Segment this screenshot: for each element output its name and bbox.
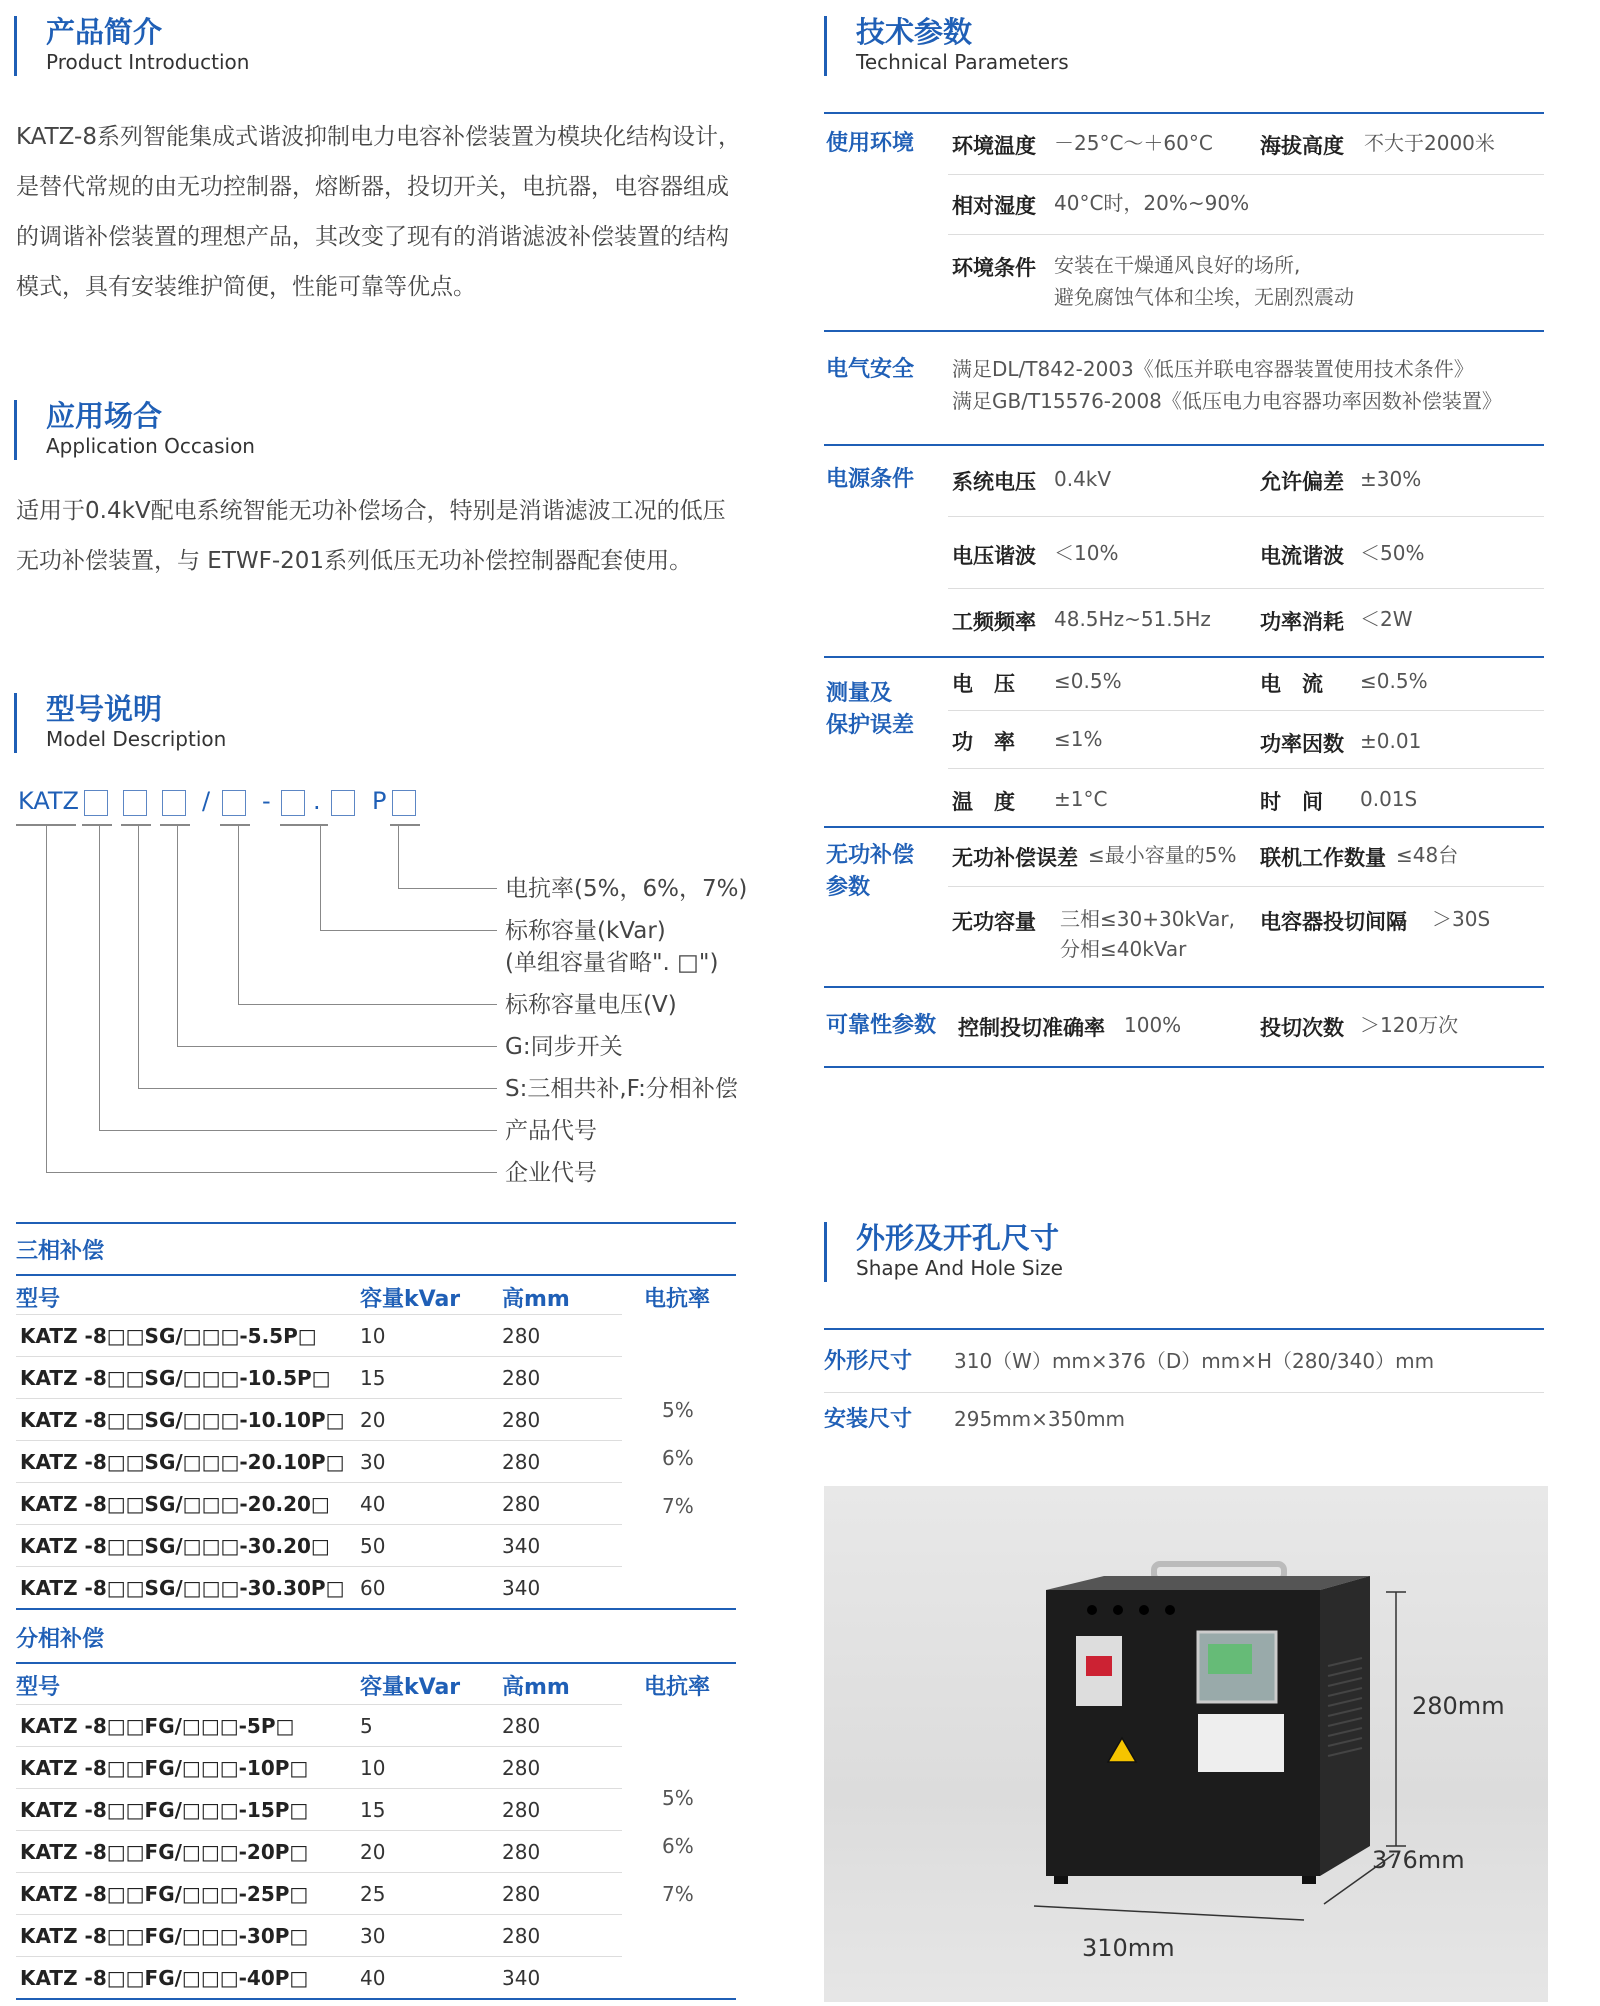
env-condition-value-2: 避免腐蚀气体和尘埃，无剧烈震动 [1054,285,1354,309]
code-box-2 [123,790,147,816]
three-phase-row-model: KATZ -8□□SG/□□□-30.20□ [20,1534,330,1558]
application-subtitle: Application Occasion [46,434,255,458]
code-dot: . [313,787,321,815]
reactive-cap-label: 无功容量 [952,910,1036,934]
reactive-par-label: 联机工作数量 [1260,846,1386,870]
three-phase-ratio-6: 6% [662,1446,694,1470]
row-divider [16,1704,622,1705]
reactive-cap-value-1: 三相≤30+30kVar, [1060,907,1235,931]
shape-mount-value: 295mm×350mm [954,1407,1126,1431]
env-category: 使用环境 [826,131,915,156]
meas-p-value: ≤1% [1054,727,1103,751]
reactive-category-1: 无功补偿 [826,843,915,868]
three-phase-ratio-7: 7% [662,1494,694,1518]
row-divider [16,1524,622,1525]
intro-title: 产品简介 [46,15,163,49]
code-slash: / [202,787,211,815]
meas-i-label: 电 流 [1260,672,1323,696]
legend-company-code: 企业代号 [505,1160,597,1186]
three-phase-row-height: 340 [502,1534,541,1558]
split-phase-row-model: KATZ -8□□FG/□□□-30P□ [20,1924,309,1948]
three-phase-row-model: KATZ -8□□SG/□□□-10.10P□ [20,1408,345,1432]
rel-acc-label: 控制投切准确率 [958,1016,1105,1040]
row-divider [16,1872,622,1873]
code-dash: - [262,787,271,815]
intro-text: KATZ-8系列智能集成式谐波抑制电力电容补偿装置为模块化结构设计，是替代常规的由无功控制器，熔断器，投切开关，电抗器，电容器组成的调谐补偿装置的理想产品，其改变了现有的消谐滤波补偿装置的结构模式，具有安装维护简便，性能可靠等优点。 [16,124,741,300]
meas-t-label: 温 度 [952,790,1015,814]
code-p: P [372,787,387,815]
three-phase-row-model: KATZ -8□□SG/□□□-10.5P□ [20,1366,331,1390]
rel-category: 可靠性参数 [826,1013,937,1038]
split-phase-row-capacity: 10 [360,1756,386,1780]
split-phase-row-model: KATZ -8□□FG/□□□-40P□ [20,1966,309,1990]
legend-product-code: 产品代号 [505,1118,597,1144]
three-phase-row-capacity: 40 [360,1492,386,1516]
three-phase-row-capacity: 15 [360,1366,386,1390]
split-phase-row-model: KATZ -8□□FG/□□□-25P□ [20,1882,309,1906]
row-divider [16,1440,622,1441]
legend-switch: G:同步开关 [505,1034,623,1060]
env-temp-label: 环境温度 [952,134,1036,158]
split-phase-row-model: KATZ -8□□FG/□□□-5P□ [20,1714,295,1738]
split-phase-row-height: 340 [502,1966,541,1990]
three-phase-row-height: 340 [502,1576,541,1600]
model-title: 型号说明 [46,692,163,726]
row-divider [16,1956,622,1957]
power-category: 电源条件 [826,467,915,492]
meas-v-label: 电 压 [952,672,1015,696]
shape-outer-value: 310（W）mm×376（D）mm×H（280/340）mm [954,1349,1435,1373]
split-phase-row-height: 280 [502,1840,541,1864]
row-divider [16,1356,622,1357]
dim-width: 310mm [1082,1934,1175,1962]
cabinet-illustration [824,1486,1548,2002]
row-divider [16,1746,622,1747]
env-condition-value-1: 安装在干燥通风良好的场所, [1054,253,1301,277]
env-temp-value: －25°C～＋60°C [1054,131,1213,155]
tech-subtitle: Technical Parameters [856,50,1069,74]
meas-category-1: 测量及 [826,681,893,706]
code-box-7 [392,790,416,816]
three-phase-title: 三相补偿 [16,1239,105,1264]
split-phase-row-capacity: 30 [360,1924,386,1948]
three-phase-row-capacity: 50 [360,1534,386,1558]
tech-title: 技术参数 [856,15,973,49]
meas-time-value: 0.01S [1360,787,1418,811]
three-phase-header-height: 高mm [502,1287,570,1312]
split-phase-row-height: 280 [502,1882,541,1906]
three-phase-row-height: 280 [502,1450,541,1474]
reactive-err-value: ≤最小容量的5% [1088,843,1237,867]
three-phase-row-capacity: 30 [360,1450,386,1474]
three-phase-row-height: 280 [502,1324,541,1348]
dim-height: 280mm [1412,1692,1505,1720]
reactive-cap-value-2: 分相≤40kVar [1060,937,1187,961]
three-phase-row-model: KATZ -8□□SG/□□□-20.20□ [20,1492,330,1516]
power-ch-label: 电流谐波 [1260,544,1344,568]
env-humidity-label: 相对湿度 [952,194,1036,218]
code-box-3 [162,790,186,816]
power-sv-value: 0.4kV [1054,467,1112,491]
meas-pf-label: 功率因数 [1260,732,1344,756]
split-phase-header-reactance: 电抗率 [644,1675,711,1700]
shape-mount-label: 安装尺寸 [824,1407,913,1432]
power-freq-label: 工频频率 [952,610,1036,634]
row-divider [16,1566,622,1567]
meas-category-2: 保护误差 [826,713,915,738]
application-title: 应用场合 [46,399,163,433]
legend-reactance: 电抗率(5%，6%，7%) [505,876,748,902]
code-box-4 [222,790,246,816]
legend-voltage: 标称容量电压(V) [505,992,677,1018]
power-dev-value: ±30% [1360,467,1422,491]
split-phase-row-capacity: 20 [360,1840,386,1864]
elec-category: 电气安全 [826,357,915,382]
split-phase-row-height: 280 [502,1798,541,1822]
reactive-category-2: 参数 [826,875,871,900]
split-phase-title: 分相补偿 [16,1627,105,1652]
reactive-int-value: ＞30S [1432,907,1491,931]
shape-subtitle: Shape And Hole Size [856,1256,1063,1280]
product-photo [824,1486,1548,2002]
reactive-int-label: 电容器投切间隔 [1260,910,1407,934]
three-phase-row-model: KATZ -8□□SG/□□□-30.30P□ [20,1576,345,1600]
code-box-6 [331,790,355,816]
split-phase-row-model: KATZ -8□□FG/□□□-10P□ [20,1756,309,1780]
power-sv-label: 系统电压 [952,470,1036,494]
meas-time-label: 时 间 [1260,790,1323,814]
three-phase-row-height: 280 [502,1366,541,1390]
elec-standard-2: 满足GB/T15576-2008《低压电力电容器功率因数补偿装置》 [952,389,1502,413]
split-phase-row-height: 280 [502,1924,541,1948]
meas-i-value: ≤0.5% [1360,669,1428,693]
split-phase-header-height: 高mm [502,1675,570,1700]
power-vh-label: 电压谐波 [952,544,1036,568]
row-divider [16,1398,622,1399]
three-phase-row-capacity: 20 [360,1408,386,1432]
three-phase-header-model: 型号 [16,1287,61,1312]
model-subtitle: Model Description [46,727,227,751]
code-box-5 [281,790,305,816]
split-phase-row-capacity: 25 [360,1882,386,1906]
power-pc-label: 功率消耗 [1260,610,1344,634]
three-phase-row-height: 280 [502,1492,541,1516]
reactive-err-label: 无功补偿误差 [952,846,1078,870]
legend-capacity: 标称容量(kVar) [505,918,666,944]
code-box-1 [84,790,108,816]
power-freq-value: 48.5Hz~51.5Hz [1054,607,1211,631]
three-phase-row-model: KATZ -8□□SG/□□□-20.10P□ [20,1450,345,1474]
three-phase-row-height: 280 [502,1408,541,1432]
dim-depth: 376mm [1372,1846,1465,1874]
split-phase-row-height: 280 [502,1756,541,1780]
three-phase-row-capacity: 10 [360,1324,386,1348]
env-alt-value: 不大于2000米 [1364,131,1495,155]
split-phase-row-capacity: 15 [360,1798,386,1822]
row-divider [16,1914,622,1915]
env-humidity-value: 40°C时，20%~90% [1054,191,1250,215]
rel-acc-value: 100% [1124,1013,1182,1037]
row-divider [16,1482,622,1483]
meas-v-value: ≤0.5% [1054,669,1122,693]
rel-cnt-label: 投切次数 [1260,1016,1344,1040]
meas-p-label: 功 率 [952,730,1015,754]
split-phase-header-capacity: 容量kVar [360,1675,461,1700]
power-pc-value: ＜2W [1360,607,1413,631]
model-code-prefix: KATZ [18,787,79,815]
split-phase-row-height: 280 [502,1714,541,1738]
three-phase-row-model: KATZ -8□□SG/□□□-5.5P□ [20,1324,317,1348]
legend-capacity-note: (单组容量省略". □") [505,950,719,976]
reactive-par-value: ≤48台 [1396,843,1459,867]
rel-cnt-value: ＞120万次 [1360,1013,1459,1037]
meas-pf-value: ±0.01 [1360,729,1422,753]
shape-title: 外形及开孔尺寸 [856,1221,1060,1255]
split-phase-header-model: 型号 [16,1675,61,1700]
three-phase-ratio-5: 5% [662,1398,694,1422]
split-phase-row-capacity: 40 [360,1966,386,1990]
split-phase-ratio-6: 6% [662,1834,694,1858]
split-phase-row-model: KATZ -8□□FG/□□□-20P□ [20,1840,309,1864]
power-ch-value: ＜50% [1360,541,1425,565]
split-phase-ratio-7: 7% [662,1882,694,1906]
split-phase-row-capacity: 5 [360,1714,373,1738]
three-phase-row-capacity: 60 [360,1576,386,1600]
power-vh-value: ＜10% [1054,541,1119,565]
three-phase-header-capacity: 容量kVar [360,1287,461,1312]
split-phase-ratio-5: 5% [662,1786,694,1810]
row-divider [16,1788,622,1789]
split-phase-row-model: KATZ -8□□FG/□□□-15P□ [20,1798,309,1822]
row-divider [16,1314,622,1315]
leader-line-7 [46,824,497,1173]
application-text: 适用于0.4kV配电系统智能无功补偿场合，特别是消谐滤波工况的低压无功补偿装置，与 ETWF-201系列低压无功补偿控制器配套使用。 [16,498,726,574]
meas-t-value: ±1°C [1054,787,1108,811]
env-condition-label: 环境条件 [952,256,1036,280]
elec-standard-1: 满足DL/T842-2003《低压并联电容器装置使用技术条件》 [952,357,1474,381]
env-alt-label: 海拔高度 [1260,134,1344,158]
row-divider [16,1830,622,1831]
legend-phase: S:三相共补,F:分相补偿 [505,1076,738,1102]
shape-outer-label: 外形尺寸 [824,1349,913,1374]
power-dev-label: 允许偏差 [1260,470,1344,494]
intro-subtitle: Product Introduction [46,50,250,74]
three-phase-header-reactance: 电抗率 [644,1287,711,1312]
